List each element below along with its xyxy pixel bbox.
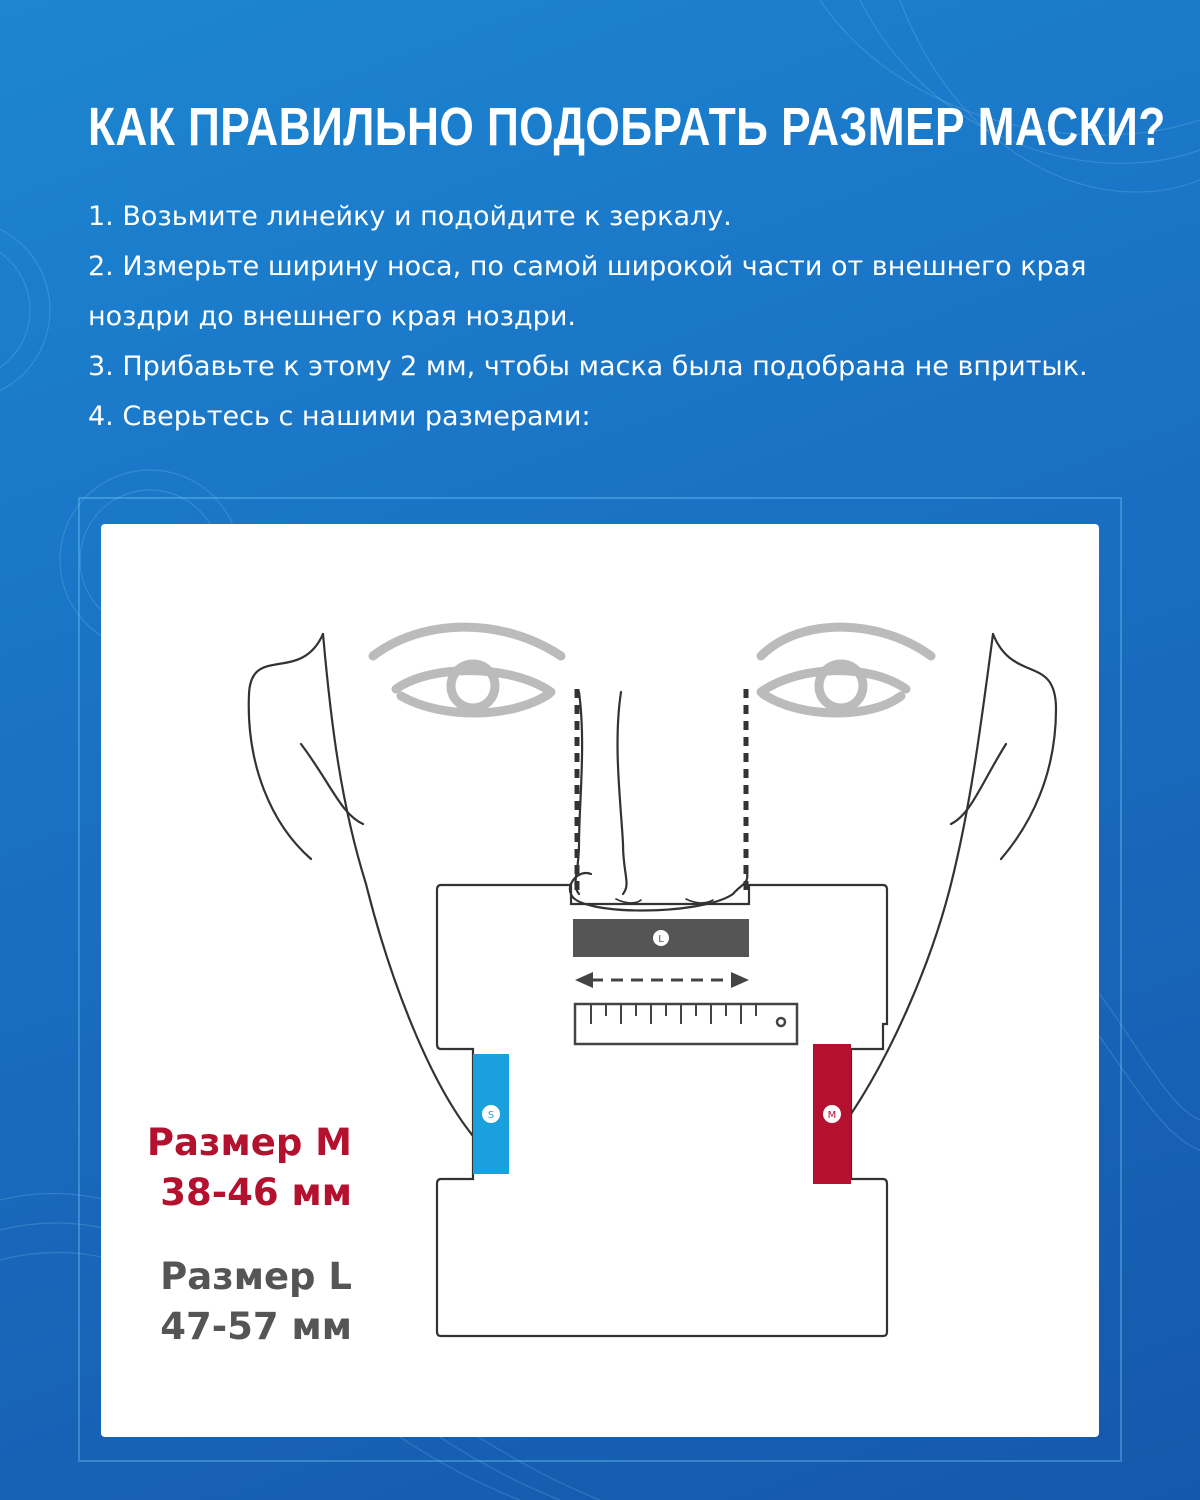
size-l-name: Размер L	[160, 1255, 352, 1298]
size-m-tab-letter: M	[827, 1110, 837, 1121]
instruction-step-2: 2. Измерьте ширину носа, по самой широкой части от внешнего края	[88, 251, 1087, 282]
instructions-list	[88, 192, 1168, 442]
size-l-tab-letter: L	[658, 934, 664, 945]
arrow-head-right	[731, 972, 749, 988]
page-title: КАК ПРАВИЛЬНО ПОДОБРАТЬ РАЗМЕР МАСКИ?	[88, 97, 1166, 157]
instruction-step-2-continued: ноздри до внешнего края ноздри.	[88, 301, 576, 332]
size-m-name: Размер M	[146, 1121, 352, 1164]
eyes	[373, 627, 931, 713]
size-l-range: 47-57 мм	[160, 1305, 352, 1348]
arrow-head-left	[575, 972, 593, 988]
ruler-icon	[575, 1004, 797, 1044]
size-s-tab-letter: S	[487, 1110, 495, 1121]
size-m-range: 38-46 мм	[160, 1171, 352, 1214]
instruction-step-3: 3. Прибавьте к этому 2 мм, чтобы маска была подобрана не впритык.	[88, 351, 1088, 382]
face-outline	[249, 634, 1056, 1136]
measurement-guides	[577, 689, 746, 896]
instruction-step-4: 4. Сверьтесь с нашими размерами:	[88, 401, 591, 432]
size-m-label	[0, 1118, 352, 1218]
instruction-step-1: 1. Возьмите линейку и подойдите к зеркалу.	[88, 201, 732, 232]
size-l-label	[0, 1252, 352, 1352]
